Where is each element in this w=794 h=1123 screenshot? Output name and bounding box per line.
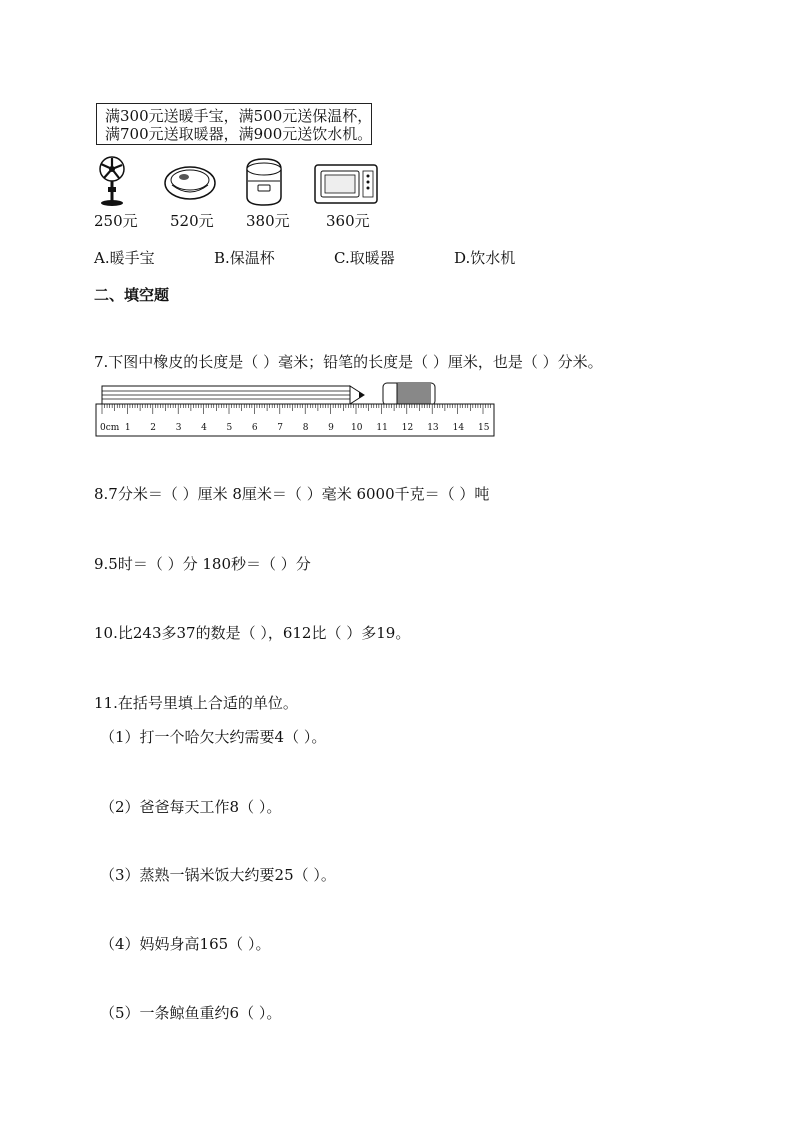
microwave-icon [315,165,377,203]
promotion-line-1: 满300元送暖手宝，满500元送保温杯， [105,107,373,125]
question-11: 11.在括号里填上合适的单位。 [94,694,298,712]
ruler-tick-label: 8 [302,423,309,433]
question-9: 9.5时＝（ ）分 180秒＝（ ）分 [94,555,311,573]
price-rice-cooker: 380元 [246,212,290,230]
question-11-part-1: （1）打一个哈欠大约需要4（ ）。 [100,728,327,746]
question-10: 10.比243多37的数是（ ），612比（ ）多19。 [94,624,411,642]
ruler-tick-label: 5 [226,423,233,433]
ruler-tick-label: 6 [251,423,258,433]
ruler-tick-label: 11 [376,423,388,433]
eraser-icon [383,383,435,405]
ruler-unit-label: 0cm [100,423,120,433]
ruler-figure [94,380,498,440]
ruler-tick-label: 12 [401,423,414,433]
ruler-tick-label: 15 [478,423,490,433]
ruler-tick-label: 1 [124,423,131,433]
ruler-tick-label: 9 [328,423,334,433]
option-c: C.取暖器 [334,249,395,267]
fan-icon [100,157,124,206]
question-11-part-4: （4）妈妈身高165（ ）。 [100,935,271,953]
promotion-box [96,103,372,145]
ruler-tick-label: 2 [150,423,157,433]
ruler-tick-label: 13 [427,423,439,433]
pencil-icon [102,386,364,404]
ruler-tick-label: 14 [452,423,465,433]
ruler-tick-label: 3 [175,423,182,433]
promotion-line-2: 满700元送取暖器，满900元送饮水机。 [105,125,373,143]
question-7: 7.下图中橡皮的长度是（ ）毫米；铅笔的长度是（ ）厘米，也是（ ）分米。 [94,353,603,371]
section-title: 二、填空题 [94,286,170,304]
option-b: B.保温杯 [214,249,275,267]
question-11-part-5: （5）一条鲸鱼重约6（ ）。 [100,1004,282,1022]
ruler-tick-label: 4 [201,423,207,433]
question-8: 8.7分米＝（ ）厘米 8厘米＝（ ）毫米 6000千克＝（ ）吨 [94,485,490,503]
question-11-part-2: （2）爸爸每天工作8（ ）。 [100,798,282,816]
option-d: D.饮水机 [454,249,516,267]
price-vacuum: 520元 [170,212,214,230]
product-images [92,155,392,211]
price-microwave: 360元 [326,212,370,230]
price-fan: 250元 [94,212,138,230]
ruler-tick-label: 10 [351,423,363,433]
ruler-tick-label: 7 [277,423,284,433]
robot-vacuum-icon [165,167,215,199]
question-11-part-3: （3）蒸熟一锅米饭大约要25（ ）。 [100,866,336,884]
option-a: A.暖手宝 [94,249,155,267]
rice-cooker-icon [247,159,281,205]
